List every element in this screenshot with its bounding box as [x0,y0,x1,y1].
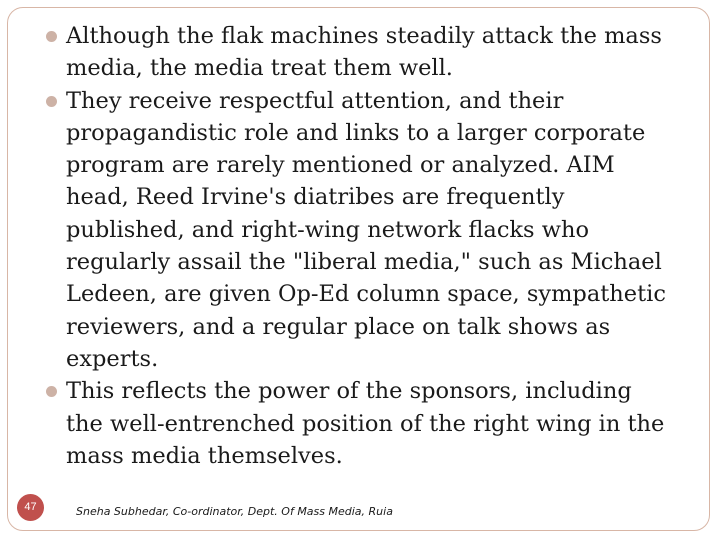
page-number-badge: 47 [17,494,44,521]
bullet-text: Although the flak machines steadily attack the mass media, the media treat them well. [66,23,662,82]
bullet-text: This reflects the power of the sponsors, including the well-entrenched position of the right wing in the mass media themselves. [66,378,665,469]
footer-credit: Sneha Subhedar, Co-ordinator, Dept. Of Mass Media, Ruia [76,505,393,518]
bullet-item [46,20,666,85]
bullet-dot-icon [46,31,57,42]
bullet-dot-icon [46,96,57,107]
bullet-text: They receive respectful attention, and their propagandistic role and links to a larger corporate program are rarely mentioned or analyzed. AIM head, Reed Irvine's diatribes are frequently published, and right-wing network flacks who regularly assail the "liberal media," such as Michael Ledeen, are given Op-Ed column space, sympathetic reviewers, and a regular place on talk shows as experts. [66,87,666,372]
bullet-item [46,375,666,472]
bullet-dot-icon [46,386,57,397]
bullet-list [46,20,666,472]
bullet-item [46,85,666,376]
